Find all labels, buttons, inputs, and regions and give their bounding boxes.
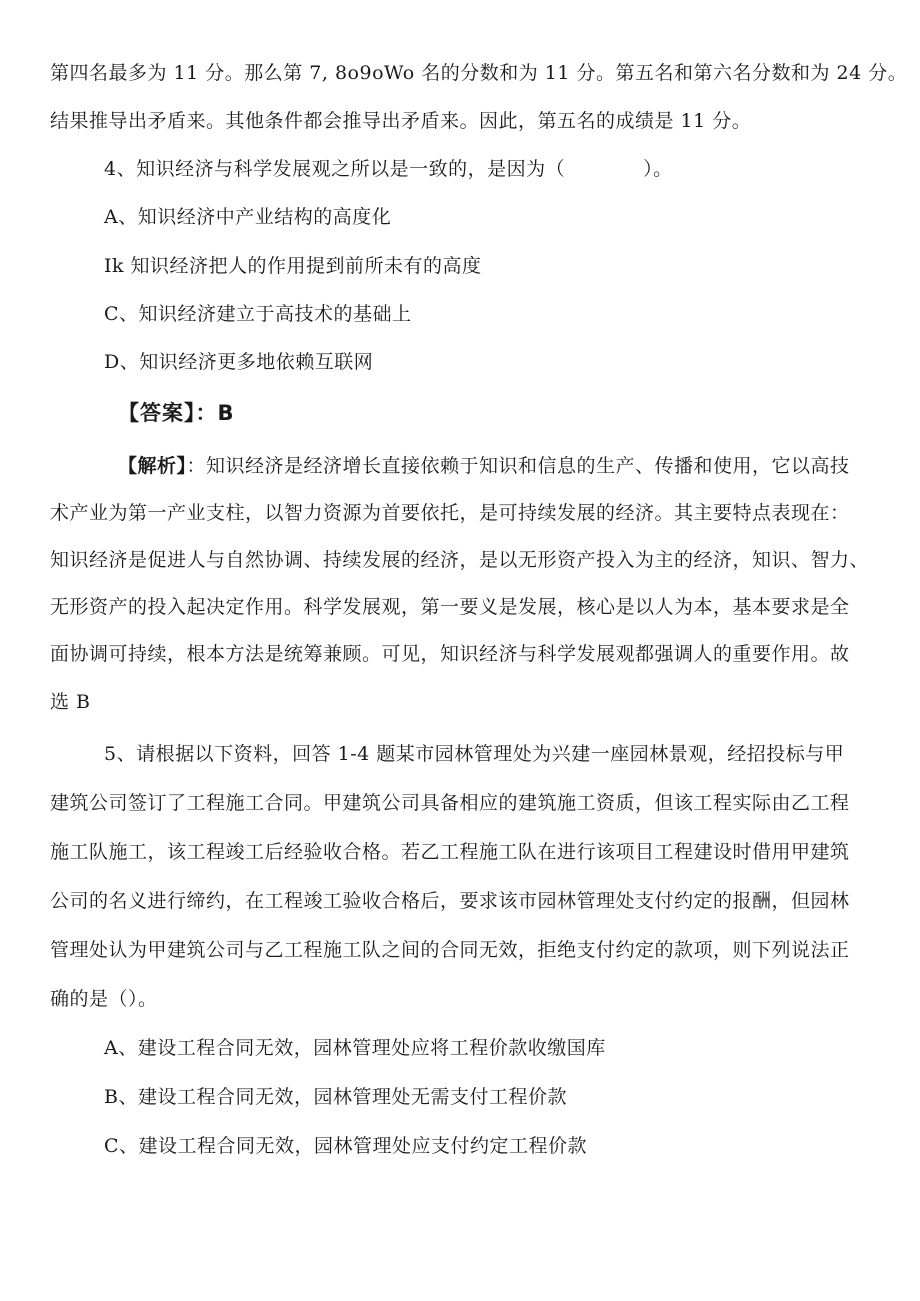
q4-option-a: A、知识经济中产业结构的高度化 xyxy=(104,206,392,228)
q5-option-a: A、建设工程合同无效，园林管理处应将工程价款收缴国库 xyxy=(104,1037,606,1059)
q5-option-b: B、建设工程合同无效，园林管理处无需支付工程价款 xyxy=(104,1086,567,1108)
q4-stem: 4、知识经济与科学发展观之所以是一致的，是因为（ ）。 xyxy=(104,158,673,180)
q4-analysis-line-6: 选 B xyxy=(50,691,91,713)
q5-stem-line-6: 确的是（）。 xyxy=(50,988,158,1010)
q4-analysis-line-2: 术产业为第一产业支柱，以智力资源为首要依托，是可持续发展的经济。其主要特点表现在： xyxy=(50,502,850,524)
q4-analysis-line-1 xyxy=(118,453,850,479)
prev-explanation-line-1: 第四名最多为 11 分。那么第 7, 8o9oWo 名的分数和为 11 分。第五名和第六名分数和为 24 分。 xyxy=(50,62,908,84)
q5-stem-line-3: 施工队施工，该工程竣工后经验收合格。若乙工程施工队在进行该项目工程建设时借用甲建筑 xyxy=(50,841,850,863)
q5-stem-line-4: 公司的名义进行缔约，在工程竣工验收合格后，要求该市园林管理处支付约定的报酬，但园林 xyxy=(50,890,850,912)
q4-analysis-line-5: 面协调可持续，根本方法是统筹兼顾。可见，知识经济与科学发展观都强调人的重要作用。故 xyxy=(50,643,850,665)
q5-stem-line-1: 5、请根据以下资料，回答 1-4 题某市园林管理处为兴建一座园林景观，经招投标与甲 xyxy=(104,743,845,765)
q5-stem-line-5: 管理处认为甲建筑公司与乙工程施工队之间的合同无效，拒绝支付约定的款项，则下列说法正 xyxy=(50,939,850,961)
q4-analysis-text-1: ：知识经济是经济增长直接依赖于知识和信息的生产、传播和使用，它以高技 xyxy=(186,455,850,477)
q5-stem-line-2: 建筑公司签订了工程施工合同。甲建筑公司具备相应的建筑施工资质，但该工程实际由乙工程 xyxy=(50,792,850,814)
q5-option-c: C、建设工程合同无效，园林管理处应支付约定工程价款 xyxy=(104,1135,588,1157)
q4-analysis-line-3: 知识经济是促进人与自然协调、持续发展的经济，是以无形资产投入为主的经济，知识、智力、 xyxy=(50,549,870,571)
q4-option-c: C、知识经济建立于高技术的基础上 xyxy=(104,303,412,325)
q4-answer: 【答案】：B xyxy=(118,401,235,425)
q4-option-d: D、知识经济更多地依赖互联网 xyxy=(104,351,374,373)
q4-analysis-label: 【解析】 xyxy=(118,455,187,477)
q4-analysis-line-4: 无形资产的投入起决定作用。科学发展观，第一要义是发展，核心是以人为本，基本要求是全 xyxy=(50,596,850,618)
prev-explanation-line-2: 结果推导出矛盾来。其他条件都会推导出矛盾来。因此，第五名的成绩是 11 分。 xyxy=(50,110,752,132)
q4-option-b: Ik 知识经济把人的作用提到前所未有的高度 xyxy=(104,255,482,277)
